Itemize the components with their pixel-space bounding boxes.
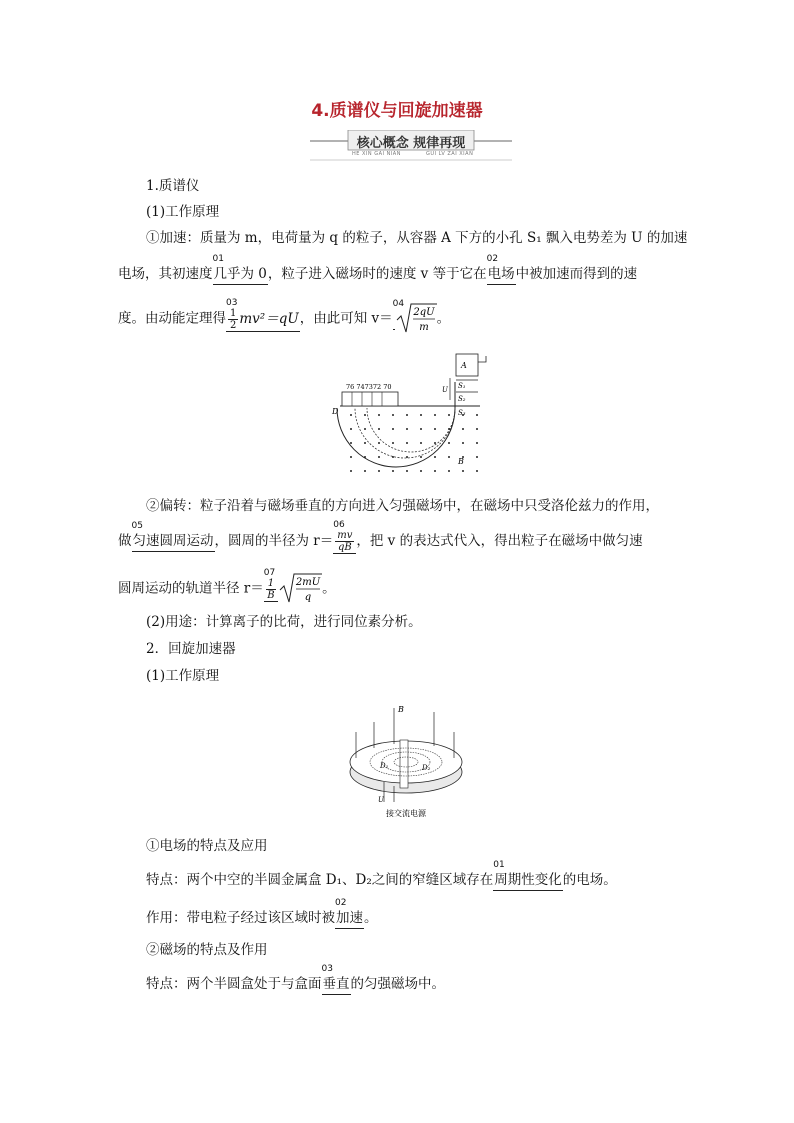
label-D: D [332,407,339,416]
para-acceleration-3 [118,297,678,336]
answer-number: 06 [333,520,345,530]
fraction-denominator: B [267,589,275,601]
fraction [266,578,276,601]
fraction-numerator: 1 [267,577,275,589]
answer-blank-e02 [335,898,364,929]
section-heading-cyclotron: 2．回旋加速器 [146,641,236,657]
answer-blank-06 [333,520,356,554]
answer-blank-05 [131,521,215,552]
label-A: A [461,361,467,370]
label-U: U [378,796,384,804]
text: 特点：两个中空的半圆金属盒 D₁、D₂之间的窄缝区域存在 [146,872,494,888]
text: 特点：两个半圆盒处于与盒面 [146,976,322,992]
para-acceleration-2 [118,254,678,285]
cyclotron-figure [344,702,474,820]
text: 度。由动能定理得 [118,310,226,327]
electric-field-feature [146,860,706,891]
sqrt-numerator: 2qU [413,307,435,318]
banner-pinyin-right: GUI LV ZAI XIAN [426,151,474,157]
para-deflection-3 [118,567,678,606]
label-S3: S₃ [458,409,466,417]
text: 的匀强磁场中。 [350,976,445,992]
text: 电场，其初速度 [118,266,213,282]
label-D1: D₁ [380,762,389,770]
answer-number: 03 [226,297,238,308]
subheading-principle: (1)工作原理 [146,204,220,220]
para-use: (2)用途：计算离子的比荷，进行同位素分析。 [146,614,422,630]
label-S2: S₂ [458,395,466,403]
answer-text: 匀速圆周运动 [132,533,214,549]
text: 中被加速而得到的速 [515,266,638,282]
answer-blank-02 [486,254,516,285]
sqrt-numerator: 2mU [295,577,321,588]
answer-blank-07 [263,567,278,602]
label-B: B [398,705,404,714]
sqrt-denominator: m [418,322,429,333]
answer-blank-b03 [321,964,351,995]
answer-number: 01 [493,860,505,870]
banner-heading: 核心概念 规律再现 [356,136,466,151]
text: 。 [364,910,378,926]
text: 。 [436,310,451,327]
fraction-numerator: mv [337,530,353,541]
magnetic-field-dots [340,412,480,478]
answer-blank-01 [212,254,268,285]
text: 作用：带电粒子经过该区域时被 [146,910,335,926]
text: ，粒子进入磁场时的速度 v 等于它在 [267,266,487,282]
answer-blank-04 [392,298,405,330]
section-heading-mass-spectrometer: 1.质谱仪 [146,178,200,194]
fraction-denominator: qB [337,542,352,553]
text: ，由此可知 v＝ [299,310,393,327]
text: 。 [322,580,336,597]
magnetic-field-feature [146,964,706,995]
answer-text: 垂直 [322,976,350,992]
text: 圆周运动的轨道半径 r＝ [118,580,264,597]
answer-text: 电场 [487,266,515,282]
para-acceleration-1: ①加速：质量为 m，电荷量为 q 的粒子，从容器 A 下方的小孔 S₁ 飘入电势差为 U 的加速 [146,230,688,246]
text: 做 [118,533,132,549]
answer-number: 04 [392,298,405,309]
label-S1: S₁ [458,382,466,390]
subheading-principle-2: (1)工作原理 [146,668,220,684]
magnetic-field-heading: ②磁场的特点及作用 [146,942,268,958]
answer-formula: mv²＝qU [239,310,299,327]
answer-text: 加速 [336,910,363,926]
text: ，圆周的半径为 r＝ [214,533,334,549]
fraction-numerator: 1 [230,307,237,319]
answer-text: 几乎为 0 [213,266,267,282]
gap [400,740,408,788]
answer-number: 05 [131,521,143,531]
answer-number: 02 [335,898,347,908]
container-A [456,354,478,376]
figure-caption: 接交流电源 [386,809,426,818]
electric-field-use [146,898,706,929]
mass-spectrometer-figure [330,352,490,480]
label-B: B [458,457,464,466]
detector-ticks: 76 747372 70 [346,383,392,391]
label-U: U [442,386,448,394]
answer-number: 01 [212,254,224,264]
answer-number: 03 [321,964,333,974]
answer-text: 周期性变化 [494,872,562,888]
detector-plate [342,392,398,406]
answer-number: 02 [486,254,499,264]
label-D2: D₂ [422,764,431,772]
text: 的电场。 [562,872,617,888]
sqrt-formula [278,572,322,606]
answer-number: 07 [263,567,276,578]
fraction [335,530,354,553]
fraction-denominator: 2 [230,319,237,331]
answer-blank-e01 [493,860,563,891]
banner-pinyin-left: HE XIN GAI NIAN [352,151,401,157]
para-deflection-1: ②偏转：粒子沿着与磁场垂直的方向进入匀强磁场中，在磁场中只受洛伦兹力的作用， [146,498,659,514]
answer-blank-03 [226,297,300,332]
fraction [228,308,238,331]
para-deflection-2 [118,520,678,554]
electric-field-heading: ①电场的特点及应用 [146,838,268,854]
section-banner [308,130,514,164]
text: ，把 v 的表达式代入，得出粒子在磁场中做匀速 [356,533,643,549]
page-title: 4.质谱仪与回旋加速器 [311,101,483,121]
sqrt-denominator: q [304,592,312,603]
